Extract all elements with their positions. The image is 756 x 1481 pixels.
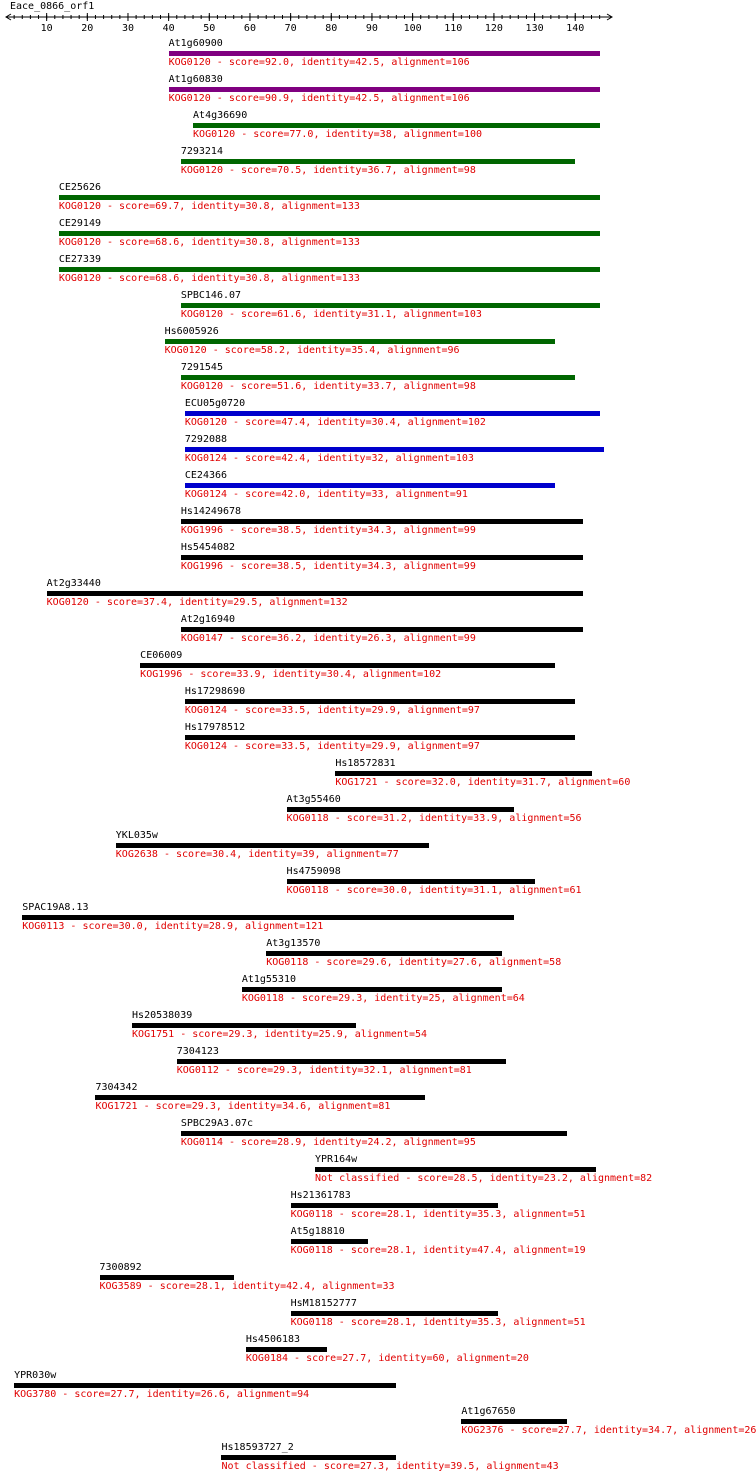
hit-name[interactable]: Hs17978512 [184,722,246,733]
hit-description: KOG0120 - score=69.7, identity=30.8, alignment=133 [58,201,360,212]
alignment-bar[interactable] [59,267,600,272]
hit-description: KOG1996 - score=38.5, identity=34.3, alignment=99 [180,561,476,572]
ruler-tick-label: 30 [121,23,135,34]
hit-description: KOG0120 - score=68.6, identity=30.8, alignment=133 [58,273,360,284]
hit-description: KOG0118 - score=28.1, identity=47.4, alignment=19 [290,1245,586,1256]
hit-description: KOG0120 - score=51.6, identity=33.7, alignment=98 [180,381,476,392]
alignment-bar[interactable] [335,771,591,776]
alignment-bar[interactable] [181,375,575,380]
hit-description: KOG0120 - score=68.6, identity=30.8, alignment=133 [58,237,360,248]
hit-description: KOG1721 - score=32.0, identity=31.7, alignment=60 [335,777,631,788]
hit-description: KOG0120 - score=37.4, identity=29.5, alignment=132 [46,597,348,608]
hit-name[interactable]: Hs21361783 [290,1190,351,1201]
hit-name[interactable]: 7300892 [99,1262,142,1273]
alignment-bar[interactable] [185,447,604,452]
hit-name[interactable]: At4g36690 [193,110,248,121]
hit-name[interactable]: CE24366 [184,470,228,481]
alignment-bar[interactable] [266,951,502,956]
hit-name[interactable]: CE25626 [58,182,101,193]
ruler-tick-label: 60 [243,23,256,34]
hit-name[interactable]: 7304123 [176,1046,219,1057]
alignment-bar[interactable] [169,51,600,56]
hit-description: KOG0118 - score=28.1, identity=35.3, alignment=51 [290,1317,586,1328]
alignment-bar[interactable] [221,1455,396,1460]
alignment-bar[interactable] [181,627,584,632]
alignment-bar[interactable] [291,1239,368,1244]
alignment-bar[interactable] [177,1059,506,1064]
alignment-bar[interactable] [169,87,600,92]
sequence-ruler [0,0,620,40]
hit-description: KOG0114 - score=28.9, identity=24.2, alignment=95 [180,1137,476,1148]
hit-description: KOG1996 - score=38.5, identity=34.3, alignment=99 [180,525,476,536]
hit-description: KOG3589 - score=28.1, identity=42.4, alignment=33 [99,1281,395,1292]
hit-name[interactable]: At1g60830 [168,74,223,85]
hit-description: KOG0118 - score=28.1, identity=35.3, alignment=51 [290,1209,586,1220]
alignment-bar[interactable] [287,807,515,812]
hit-name[interactable]: SPBC29A3.07c [180,1118,254,1129]
alignment-bar[interactable] [95,1095,424,1100]
hit-name[interactable]: Hs18593727_2 [221,1442,294,1453]
hit-description: KOG0120 - score=58.2, identity=35.4, alignment=96 [164,345,460,356]
alignment-bar[interactable] [132,1023,356,1028]
alignment-bar[interactable] [185,483,555,488]
hit-description: KOG1721 - score=29.3, identity=34.6, alignment=81 [95,1101,391,1112]
ruler-tick-label: 140 [566,23,585,34]
hit-name[interactable]: Hs4506183 [245,1334,301,1345]
hit-name[interactable]: At3g13570 [266,938,321,949]
hit-description: KOG0113 - score=30.0, identity=28.9, alignment=121 [22,921,324,932]
hit-name[interactable]: Hs4759098 [286,866,341,877]
alignment-bar[interactable] [116,843,429,848]
hit-name[interactable]: CE27339 [58,254,101,265]
hit-description: KOG0124 - score=33.5, identity=29.9, alignment=97 [184,705,480,716]
hit-name[interactable]: At2g33440 [46,578,101,589]
hit-name[interactable]: SPAC19A8.13 [22,902,89,913]
hit-description: KOG0120 - score=77.0, identity=38, alignment=100 [193,129,483,140]
hit-name[interactable]: ECU05g0720 [184,398,246,409]
hit-description: KOG0118 - score=31.2, identity=33.9, alignment=56 [286,813,582,824]
hit-name[interactable]: Hs20538039 [132,1010,193,1021]
alignment-bar[interactable] [140,663,555,668]
ruler-tick-label: 70 [284,23,297,34]
hit-description: Not classified - score=27.3, identity=39.5, alignment=43 [221,1461,559,1472]
alignment-bar[interactable] [181,1131,567,1136]
alignment-bar[interactable] [193,123,600,128]
alignment-bar[interactable] [185,699,575,704]
hit-name[interactable]: CE29149 [58,218,101,229]
hit-description: KOG0124 - score=42.0, identity=33, alignment=91 [184,489,468,500]
hit-name[interactable]: At2g16940 [180,614,236,625]
hit-name[interactable]: At1g55310 [241,974,296,985]
alignment-bar[interactable] [22,915,514,920]
hit-name[interactable]: Hs6005926 [164,326,219,337]
hit-description: KOG0120 - score=90.9, identity=42.5, alignment=106 [168,93,470,104]
hit-name[interactable]: 7292088 [184,434,228,445]
ruler-tick-label: 50 [203,23,216,34]
hit-description: KOG0147 - score=36.2, identity=26.3, alignment=99 [180,633,476,644]
hit-name[interactable]: Hs14249678 [180,506,242,517]
query-name: Eace_0866_orf1 [10,1,95,12]
ruler-tick-label: 120 [484,23,503,34]
alignment-bar[interactable] [291,1311,498,1316]
alignment-bar[interactable] [242,987,502,992]
alignment-bar[interactable] [185,411,600,416]
alignment-bar[interactable] [461,1419,567,1424]
alignment-bar[interactable] [59,231,600,236]
hit-description: KOG2376 - score=27.7, identity=34.7, alignment=26 [461,1425,756,1436]
alignment-bar[interactable] [181,519,584,524]
ruler-tick-label: 40 [162,23,175,34]
hit-description: KOG0120 - score=47.4, identity=30.4, alignment=102 [184,417,486,428]
hit-name[interactable]: Hs18572831 [335,758,396,769]
alignment-bar[interactable] [165,339,555,344]
hit-name[interactable]: Hs17298690 [184,686,246,697]
alignment-bar[interactable] [59,195,600,200]
hit-name[interactable]: 7291545 [180,362,223,373]
alignment-bar[interactable] [181,555,584,560]
hit-name[interactable]: YPR164w [315,1154,358,1165]
hit-description: KOG0124 - score=42.4, identity=32, alignment=103 [184,453,474,464]
hit-name[interactable]: HsM18152777 [290,1298,357,1309]
ruler-tick-label: 10 [40,23,53,34]
hit-description: KOG2638 - score=30.4, identity=39, alignment=77 [115,849,399,860]
ruler-tick-label: 90 [365,23,378,34]
hit-description: KOG0118 - score=29.6, identity=27.6, alignment=58 [266,957,562,968]
alignment-bar[interactable] [14,1383,396,1388]
hit-description: KOG0120 - score=92.0, identity=42.5, alignment=106 [168,57,470,68]
alignment-bar[interactable] [291,1203,498,1208]
hit-description: KOG0124 - score=33.5, identity=29.9, alignment=97 [184,741,480,752]
alignment-bar[interactable] [181,159,575,164]
hit-description: KOG0118 - score=30.0, identity=31.1, alignment=61 [286,885,582,896]
hit-name[interactable]: YPR030w [14,1370,57,1381]
hit-description: KOG0112 - score=29.3, identity=32.1, alignment=81 [176,1065,472,1076]
alignment-bar[interactable] [246,1347,327,1352]
alignment-bar[interactable] [181,303,600,308]
ruler-tick-label: 110 [444,23,463,34]
hit-name[interactable]: YKL035w [115,830,158,841]
ruler-tick-label: 130 [525,23,544,34]
hit-name[interactable]: At1g60900 [168,38,223,49]
hit-description: KOG0120 - score=70.5, identity=36.7, alignment=98 [180,165,476,176]
ruler-tick-label: 100 [403,23,422,34]
alignment-bar[interactable] [315,1167,596,1172]
hit-description: KOG1751 - score=29.3, identity=25.9, alignment=54 [132,1029,428,1040]
hit-name[interactable]: Hs5454082 [180,542,236,553]
hit-description: KOG0118 - score=29.3, identity=25, alignment=64 [241,993,525,1004]
hit-name[interactable]: CE06009 [140,650,183,661]
hit-name[interactable]: At3g55460 [286,794,341,805]
hit-description: KOG3780 - score=27.7, identity=26.6, alignment=94 [14,1389,310,1400]
alignment-bar[interactable] [185,735,575,740]
hit-name[interactable]: At1g67650 [461,1406,516,1417]
hit-name[interactable]: 7304342 [95,1082,138,1093]
alignment-bar[interactable] [100,1275,234,1280]
hit-description: KOG1996 - score=33.9, identity=30.4, alignment=102 [140,669,442,680]
hit-description: KOG0120 - score=61.6, identity=31.1, alignment=103 [180,309,482,320]
hit-description: Not classified - score=28.5, identity=23.2, alignment=82 [315,1173,653,1184]
hit-name[interactable]: At5g18810 [290,1226,345,1237]
ruler-tick-label: 20 [81,23,94,34]
hit-name[interactable]: SPBC146.07 [180,290,242,301]
ruler-tick-label: 80 [325,23,338,34]
hit-name[interactable]: 7293214 [180,146,223,157]
hit-description: KOG0184 - score=27.7, identity=60, alignment=20 [245,1353,529,1364]
alignment-bar[interactable] [47,591,584,596]
alignment-bar[interactable] [287,879,535,884]
